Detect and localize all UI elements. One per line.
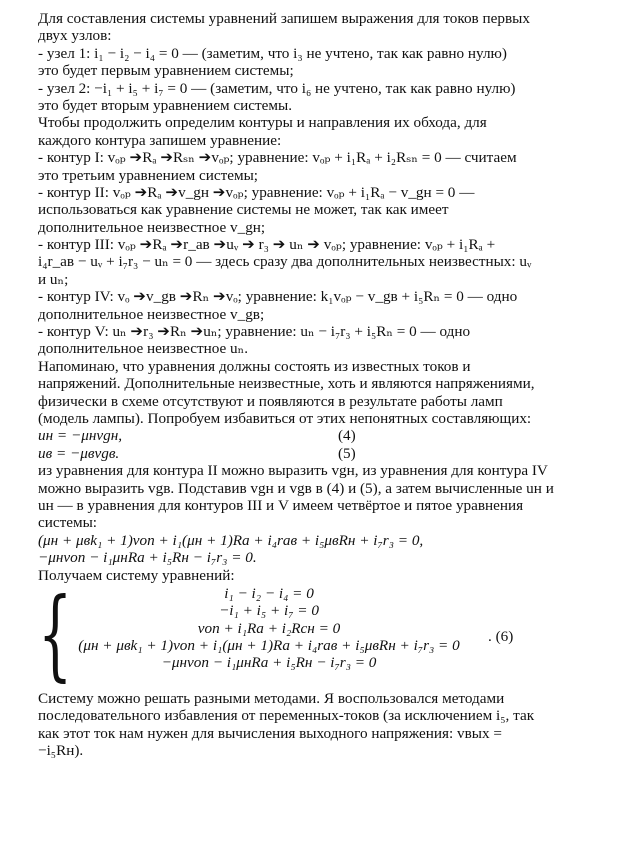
text-line: - контур V: uₙ ➔r₃ ➔Rₙ ➔uₙ; уравнение: uₙ − i₇r₃ + i₅Rₙ = 0 — одно [38,323,471,341]
equation-system [38,577,613,692]
equation-line: −μнvоп − i₁μнRа + i₅Rн − i₇r₃ = 0. [38,549,257,567]
equation-math: uн = −μнvgн, [38,427,123,445]
text-line: - контур IV: vₒ ➔v_gв ➔Rₙ ➔vₒ; уравнение: k₁vₒₚ − v_gв + i₅Rₙ = 0 — одно [38,288,518,306]
system-row: (μн + μвk₁ + 1)vоп + i₁(μн + 1)Rа + i₄rав + i₅μвRн + i₇r₃ = 0 [78,637,460,655]
text-line: напряжений. Дополнительные неизвестные, хоть и являются напряжениями, [38,375,535,393]
text-line: физически в схеме отсутствуют и появляются в результате работы ламп [38,392,503,410]
text-line: - контур I: vₒₚ ➔Rₐ ➔Rₛₙ ➔vₒₚ; уравнение: vₒₚ + i₁Rₐ + i₂Rₛₙ = 0 — считаем [38,149,517,167]
text-line: и uₙ; [38,270,69,288]
text-line: Для составления системы уравнений запишем выражения для токов первых [38,10,530,27]
text-line: - контур III: vₒₚ ➔Rₐ ➔r_ав ➔uᵥ ➔ r₃ ➔ uₙ ➔ vₒₚ; уравнение: vₒₚ + i₁Rₐ + [38,236,496,254]
text-line: uн — в уравнения для контуров III и V имеем четвёртое и пятое уравнения [38,496,524,514]
text-line: - узел 2: −i₁ + i₅ + i₇ = 0 — (заметим, что i₆ не учтено, так как равно нулю) [38,79,516,97]
text-line: можно выразить vgв. Подставив vgн и vgв в (4) и (5), а затем вычисленные uн и [38,479,554,497]
text-line: последовательного избавления от переменных-токов (за исключением i₅, так [38,707,535,725]
text-line: Получаем систему уравнений: [38,566,235,584]
text-line: это будет вторым уравнением системы. [38,96,293,114]
equation-4 [38,427,613,444]
text-line: системы: [38,514,98,532]
text-line: как этот ток нам нужен для вычисления выходного напряжения: vвых = [38,724,502,742]
text-line: (модель лампы). Попробуем избавиться от этих непонятных составляющих: [38,409,532,427]
system-row: vоп + i₁Rа + i₂Rсн = 0 [197,619,341,637]
equation-number: (4) [338,427,356,445]
paragraph-substitution [38,462,613,584]
text-line: это будет первым уравнением системы; [38,62,294,80]
equation-number: (5) [338,444,356,462]
equation-line: (μн + μвk₁ + 1)vоп + i₁(μн + 1)Rа + i₄rав + i₅μвRн + i₇r₃ = 0, [38,531,424,549]
text-line: каждого контура запишем уравнение: [38,131,282,149]
text-line: из уравнения для контура II можно выразить vgн, из уравнения для контура IV [38,462,548,480]
text-line: - контур II: vₒₚ ➔Rₐ ➔v_gн ➔vₒₚ; уравнение: vₒₚ + i₁Rₐ − v_gн = 0 — [38,183,475,201]
text-line: использоваться как уравнение системы не может, так как имеет [38,201,449,219]
text-line: Систему можно решать разными методами. Я воспользовался методами [38,689,505,707]
text-line: i₄r_ав − uᵥ + i₇r₃ − uₙ = 0 — здесь сразу два дополнительных неизвестных: uᵥ [38,253,532,271]
text-line: двух узлов: [38,27,112,45]
text-line: дополнительное неизвестное uₙ. [38,340,248,358]
text-line: дополнительное неизвестное v_gн; [38,218,266,236]
text-line: −i₅Rн). [38,742,84,760]
paragraph-conclusion [38,690,613,760]
system-number: . (6) [488,627,514,645]
text-line: Напоминаю, что уравнения должны состоять из известных токов и [38,357,471,375]
system-row: −i₁ + i₅ + i₇ = 0 [219,602,319,620]
text-line: это третьим уравнением системы; [38,166,258,184]
paragraph-intro [38,10,613,427]
equation-5 [38,445,613,462]
text-line: - узел 1: i₁ − i₂ − i₄ = 0 — (заметим, что i₃ не учтено, так как равно нулю) [38,44,507,62]
text-line: дополнительное неизвестное v_gв; [38,305,265,323]
system-row: i₁ − i₂ − i₄ = 0 [224,584,314,602]
left-brace: { [38,577,73,692]
system-row: −μнvоп − i₁μнRа + i₅Rн − i₇r₃ = 0 [161,654,377,672]
equation-math: uв = −μвvgв. [38,444,120,462]
text-line: Чтобы продолжить определим контуры и направления их обхода, для [38,114,487,132]
numbered-equations [38,427,613,462]
